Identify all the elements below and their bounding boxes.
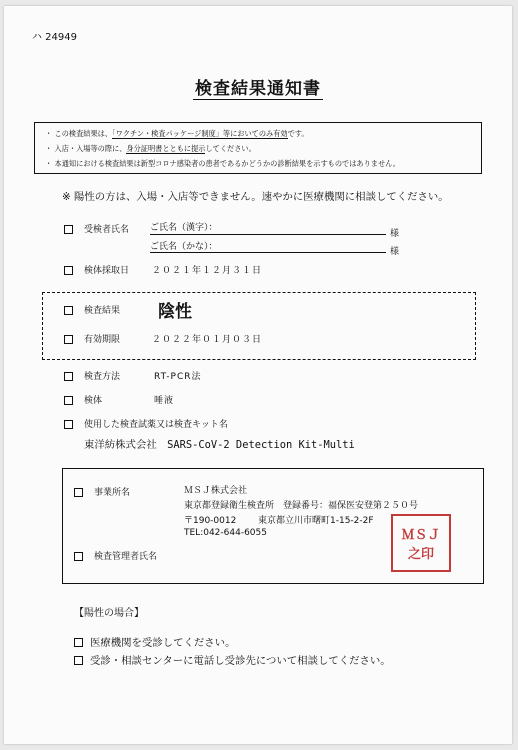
method-value: RT-PCR法 <box>154 372 202 382</box>
serial-number: ハ 24949 <box>32 32 77 43</box>
method-checkbox[interactable] <box>64 372 73 381</box>
valid-until-value: ２０２２年０１月０３日 <box>152 335 263 345</box>
office-address: 東京都立川市曙町1-15-2-2F <box>258 516 374 526</box>
collection-date-label: 検体採取日 <box>84 266 130 276</box>
result-value: 陰性 <box>158 302 192 322</box>
specimen-checkbox[interactable] <box>64 396 73 405</box>
positive-item-2-checkbox[interactable] <box>74 656 83 665</box>
positive-case-title: 【陽性の場合】 <box>74 608 144 619</box>
name-kana-underline <box>150 252 386 253</box>
name-kana-label: ご氏名（かな）： <box>150 242 218 252</box>
notice-line-3: ・ 本通知における検査結果は新型コロナ感染者の患者であるかどうかの診断結果を示すものではありません。 <box>45 159 400 168</box>
result-checkbox[interactable] <box>64 306 73 315</box>
reagent-checkbox[interactable] <box>64 420 73 429</box>
company-seal-stamp: ＭＳＪ 之印 <box>391 514 451 572</box>
name-kanji-underline <box>150 234 386 235</box>
office-postal: 〒190-0012 <box>184 516 237 526</box>
specimen-value: 唾液 <box>154 396 175 406</box>
notice-line-2: ・ 入店・入場等の際に、身分証明書とともに提示してください。 <box>45 144 256 153</box>
honorific-2: 様 <box>390 247 400 257</box>
manager-checkbox[interactable] <box>74 552 83 561</box>
notice-line-1: ・ この検査結果は、「ワクチン・検査パッケージ制度」等においてのみ有効です。 <box>45 129 309 138</box>
office-checkbox[interactable] <box>74 488 83 497</box>
positive-item-1: 医療機関を受診してください。 <box>90 637 236 649</box>
office-label: 事業所名 <box>94 488 131 498</box>
notice-box <box>34 122 482 174</box>
specimen-label: 検体 <box>84 396 103 406</box>
manager-label: 検査管理者氏名 <box>94 552 158 562</box>
reagent-label: 使用した検査試薬又は検査キット名 <box>84 420 228 430</box>
positive-warning: ※ 陽性の方は、入場・入店等できません。速やかに医療機関に相談してください。 <box>62 191 449 203</box>
result-label: 検査結果 <box>84 306 121 316</box>
name-kanji-label: ご氏名（漢字）： <box>150 223 218 233</box>
office-company: ＭＳＪ株式会社 <box>184 486 248 496</box>
subject-checkbox[interactable] <box>64 225 73 234</box>
method-label: 検査方法 <box>84 372 121 382</box>
collection-date-value: ２０２１年１２月３１日 <box>152 266 263 276</box>
subject-label: 受検者氏名 <box>84 225 130 235</box>
collection-date-checkbox[interactable] <box>64 266 73 275</box>
office-tel: TEL:042-644-6055 <box>184 528 267 538</box>
office-registration: 東京都登録衛生検査所 登録番号：福保医安登第２５０号 <box>184 501 419 511</box>
document-page <box>4 6 512 744</box>
valid-until-label: 有効期限 <box>84 335 121 345</box>
positive-item-2: 受診・相談センターに電話し受診先について相談してください。 <box>90 655 391 667</box>
honorific-1: 様 <box>390 229 400 239</box>
positive-item-1-checkbox[interactable] <box>74 638 83 647</box>
document-title: 検査結果通知書 <box>195 79 321 99</box>
reagent-value: 東洋紡株式会社 SARS-CoV-2 Detection Kit-Multi <box>84 439 355 451</box>
valid-until-checkbox[interactable] <box>64 335 73 344</box>
